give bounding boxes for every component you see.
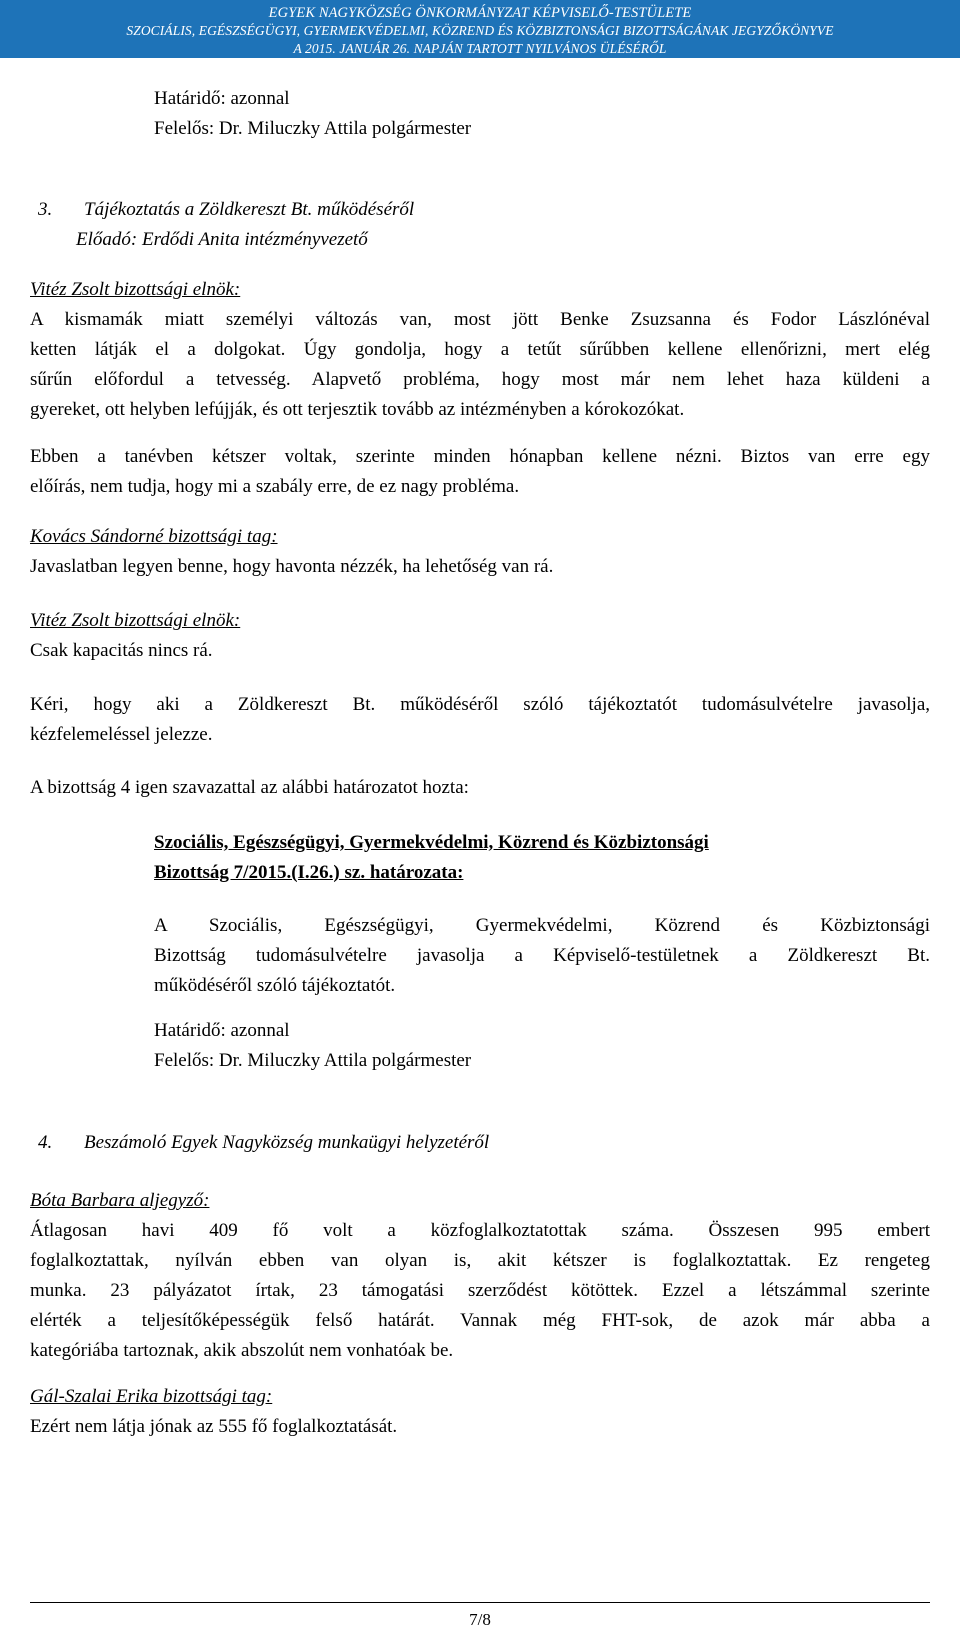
paragraph-line: kézfelemeléssel jelezze.	[30, 724, 213, 745]
paragraph-line: A kismamák miatt személyi változás van, most jött Benke Zsuzsanna és Fodor Lászlónéval	[30, 309, 930, 330]
agenda-item-4-heading	[30, 1128, 930, 1158]
speech-block-5	[30, 1382, 930, 1442]
resolution-title: Bizottság 7/2015.(I.26.) sz. határozata:	[154, 862, 464, 883]
paragraph-line: Csak kapacitás nincs rá.	[30, 640, 213, 661]
agenda-item-4	[30, 1128, 930, 1158]
agenda-item-presenter: Előadó: Erdődi Anita intézményvezető	[76, 229, 368, 250]
paragraph-line: gyereket, ott helyben lefújják, és ott terjesztik tovább az intézményben a kórokozókat.	[30, 399, 685, 420]
header-line-1: EGYEK NAGYKÖZSÉG ÖNKORMÁNYZAT KÉPVISELŐ-TESTÜLETE	[268, 5, 692, 21]
paragraph-5	[30, 690, 930, 750]
resolution-line: működéséről szóló tájékoztatót.	[154, 975, 396, 996]
paragraph-2	[30, 442, 930, 502]
agenda-item-3-heading	[30, 195, 930, 225]
paragraph-line: Átlagosan havi 409 fő volt a közfoglalkoztatottak száma. Összesen 995 embert	[30, 1220, 930, 1241]
agenda-item-title: Beszámoló Egyek Nagyközség munkaügyi helyzetéről	[84, 1132, 490, 1153]
speech-block-2	[30, 522, 930, 582]
header-line-2: SZOCIÁLIS, EGÉSZSÉGÜGYI, GYERMEKVÉDELMI, KÖZREND ÉS KÖZBIZTONSÁGI BIZOTTSÁGÁNAK JEGYZŐKÖNYVE	[126, 23, 834, 38]
paragraph-line: kategóriába tartoznak, akik abszolút nem vonhatóak be.	[30, 1340, 454, 1361]
page-header	[0, 0, 960, 58]
paragraph-line: foglalkoztattak, nyílván ebben van olyan is, akit kétszer is foglalkoztattak. Ez rengeteg	[30, 1250, 930, 1271]
header-line-3: A 2015. JANUÁR 26. NAPJÁN TARTOTT NYILVÁNOS ÜLÉSÉRŐL	[293, 41, 667, 56]
paragraph-line: előírás, nem tudja, hogy mi a szabály erre, de ez nagy probléma.	[30, 476, 520, 497]
speaker-label: Bóta Barbara aljegyző:	[30, 1190, 210, 1211]
resolution-block	[154, 828, 930, 888]
resolution-title: Szociális, Egészségügyi, Gyermekvédelmi, Közrend és Közbiztonsági	[154, 832, 709, 853]
paragraph-line: Javaslatban legyen benne, hogy havonta nézzék, ha lehetőség van rá.	[30, 556, 554, 577]
footer-divider	[30, 1602, 930, 1603]
speech-block-4	[30, 1186, 930, 1366]
vote-text: A bizottság 4 igen szavazattal az alábbi határozatot hozta:	[30, 777, 469, 798]
speech-block-3	[30, 606, 930, 666]
deadline-text: Határidő: azonnal	[154, 1020, 290, 1041]
paragraph-line: Ezért nem látja jónak az 555 fő foglalkoztatását.	[30, 1416, 398, 1437]
resolution-line: Bizottság tudomásulvételre javasolja a Képviselő-testületnek a Zöldkereszt Bt.	[154, 945, 930, 966]
speaker-label: Kovács Sándorné bizottsági tag:	[30, 526, 278, 547]
vote-statement	[30, 773, 930, 803]
deadline-text: Határidő: azonnal	[154, 88, 290, 109]
top-deadline-block	[154, 84, 930, 144]
agenda-item-number: 3.	[38, 199, 53, 220]
speaker-label: Vitéz Zsolt bizottsági elnök:	[30, 610, 241, 631]
responsible-text: Felelős: Dr. Miluczky Attila polgármester	[154, 118, 472, 139]
agenda-item-3	[30, 195, 930, 255]
paragraph-line: ketten látják el a dolgokat. Úgy gondolja, hogy a tetűt sűrűbben kellene ellenőrizni, mert elég	[30, 339, 930, 360]
paragraph-line: munka. 23 pályázatot írtak, 23 támogatási szerződést kötöttek. Ezzel a létszámmal szerinte	[30, 1280, 930, 1301]
paragraph-line: sűrűn előfordul a tetvesség. Alapvető probléma, hogy most már nem lehet haza küldeni a	[30, 369, 930, 390]
page-number: 7/8	[469, 1610, 491, 1629]
speaker-label: Vitéz Zsolt bizottsági elnök:	[30, 279, 241, 300]
paragraph-line: Kéri, hogy aki a Zöldkereszt Bt. működéséről szóló tájékoztatót tudomásulvételre javasolja,	[30, 694, 930, 715]
speech-block-1	[30, 275, 930, 425]
paragraph-line: Ebben a tanévben kétszer voltak, szerinte minden hónapban kellene nézni. Biztos van erre egy	[30, 446, 930, 467]
resolution-line: A Szociális, Egészségügyi, Gyermekvédelmi, Közrend és Közbiztonsági	[154, 915, 930, 936]
responsible-text: Felelős: Dr. Miluczky Attila polgármester	[154, 1050, 472, 1071]
resolution-deadline-block	[154, 1016, 930, 1076]
paragraph-line: elérték a teljesítőképességük felső határát. Vannak még FHT-sok, de azok már abba a	[30, 1310, 930, 1331]
resolution-body	[154, 911, 930, 1001]
agenda-item-title: Tájékoztatás a Zöldkereszt Bt. működéséről	[84, 199, 415, 220]
agenda-item-number: 4.	[38, 1132, 53, 1153]
speaker-label: Gál-Szalai Erika bizottsági tag:	[30, 1386, 273, 1407]
